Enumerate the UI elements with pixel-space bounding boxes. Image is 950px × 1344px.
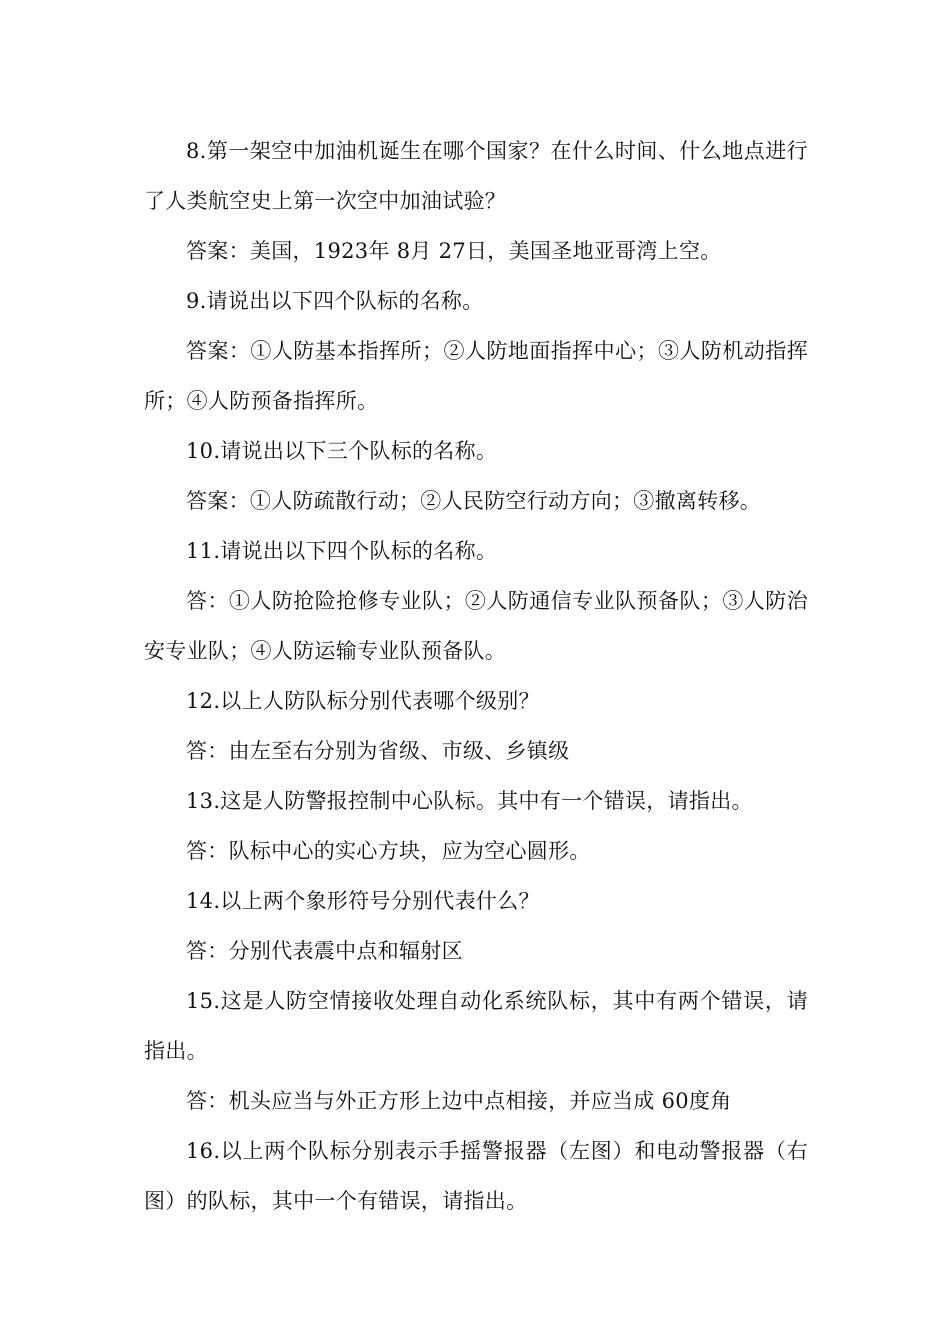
question-13: 13.这是人防警报控制中心队标。其中有一个错误，请指出。: [186, 789, 753, 813]
question-11: 11.请说出以下四个队标的名称。: [186, 539, 498, 563]
question-12: 12.以上人防队标分别代表哪个级别？: [186, 689, 540, 713]
answer-11: 答：①人防抢险抢修专业队；②人防通信专业队预备队；③人防治安专业队；④人防运输专业队预备队。: [144, 589, 808, 663]
answer-10: 答案：①人防疏散行动；②人民防空行动方向；③撤离转移。: [186, 489, 762, 513]
document-body: [144, 126, 808, 1226]
answer-12: 答：由左至右分别为省级、市级、乡镇级: [186, 739, 570, 763]
answer-15: 答：机头应当与外正方形上边中点相接，并应当成 60度角: [186, 1089, 732, 1113]
answer-13: 答：队标中心的实心方块，应为空心圆形。: [186, 839, 591, 863]
question-15: 15.这是人防空情接收处理自动化系统队标，其中有两个错误，请指出。: [144, 989, 808, 1063]
question-16: 16.以上两个队标分别表示手摇警报器（左图）和电动警报器（右图）的队标，其中一个有错误，请指出。: [144, 1139, 808, 1213]
question-8: 8.第一架空中加油机诞生在哪个国家？在什么时间、什么地点进行了人类航空史上第一次空中加油试验？: [144, 139, 808, 213]
answer-8: 答案：美国，1923年 8月 27日，美国圣地亚哥湾上空。: [186, 239, 722, 263]
answer-14: 答：分别代表震中点和辐射区: [186, 939, 463, 963]
question-9: 9.请说出以下四个队标的名称。: [186, 289, 484, 313]
question-14: 14.以上两个象形符号分别代表什么？: [186, 889, 540, 913]
answer-9: 答案：①人防基本指挥所；②人防地面指挥中心；③人防机动指挥所；④人防预备指挥所。: [144, 339, 808, 413]
question-10: 10.请说出以下三个队标的名称。: [186, 439, 498, 463]
